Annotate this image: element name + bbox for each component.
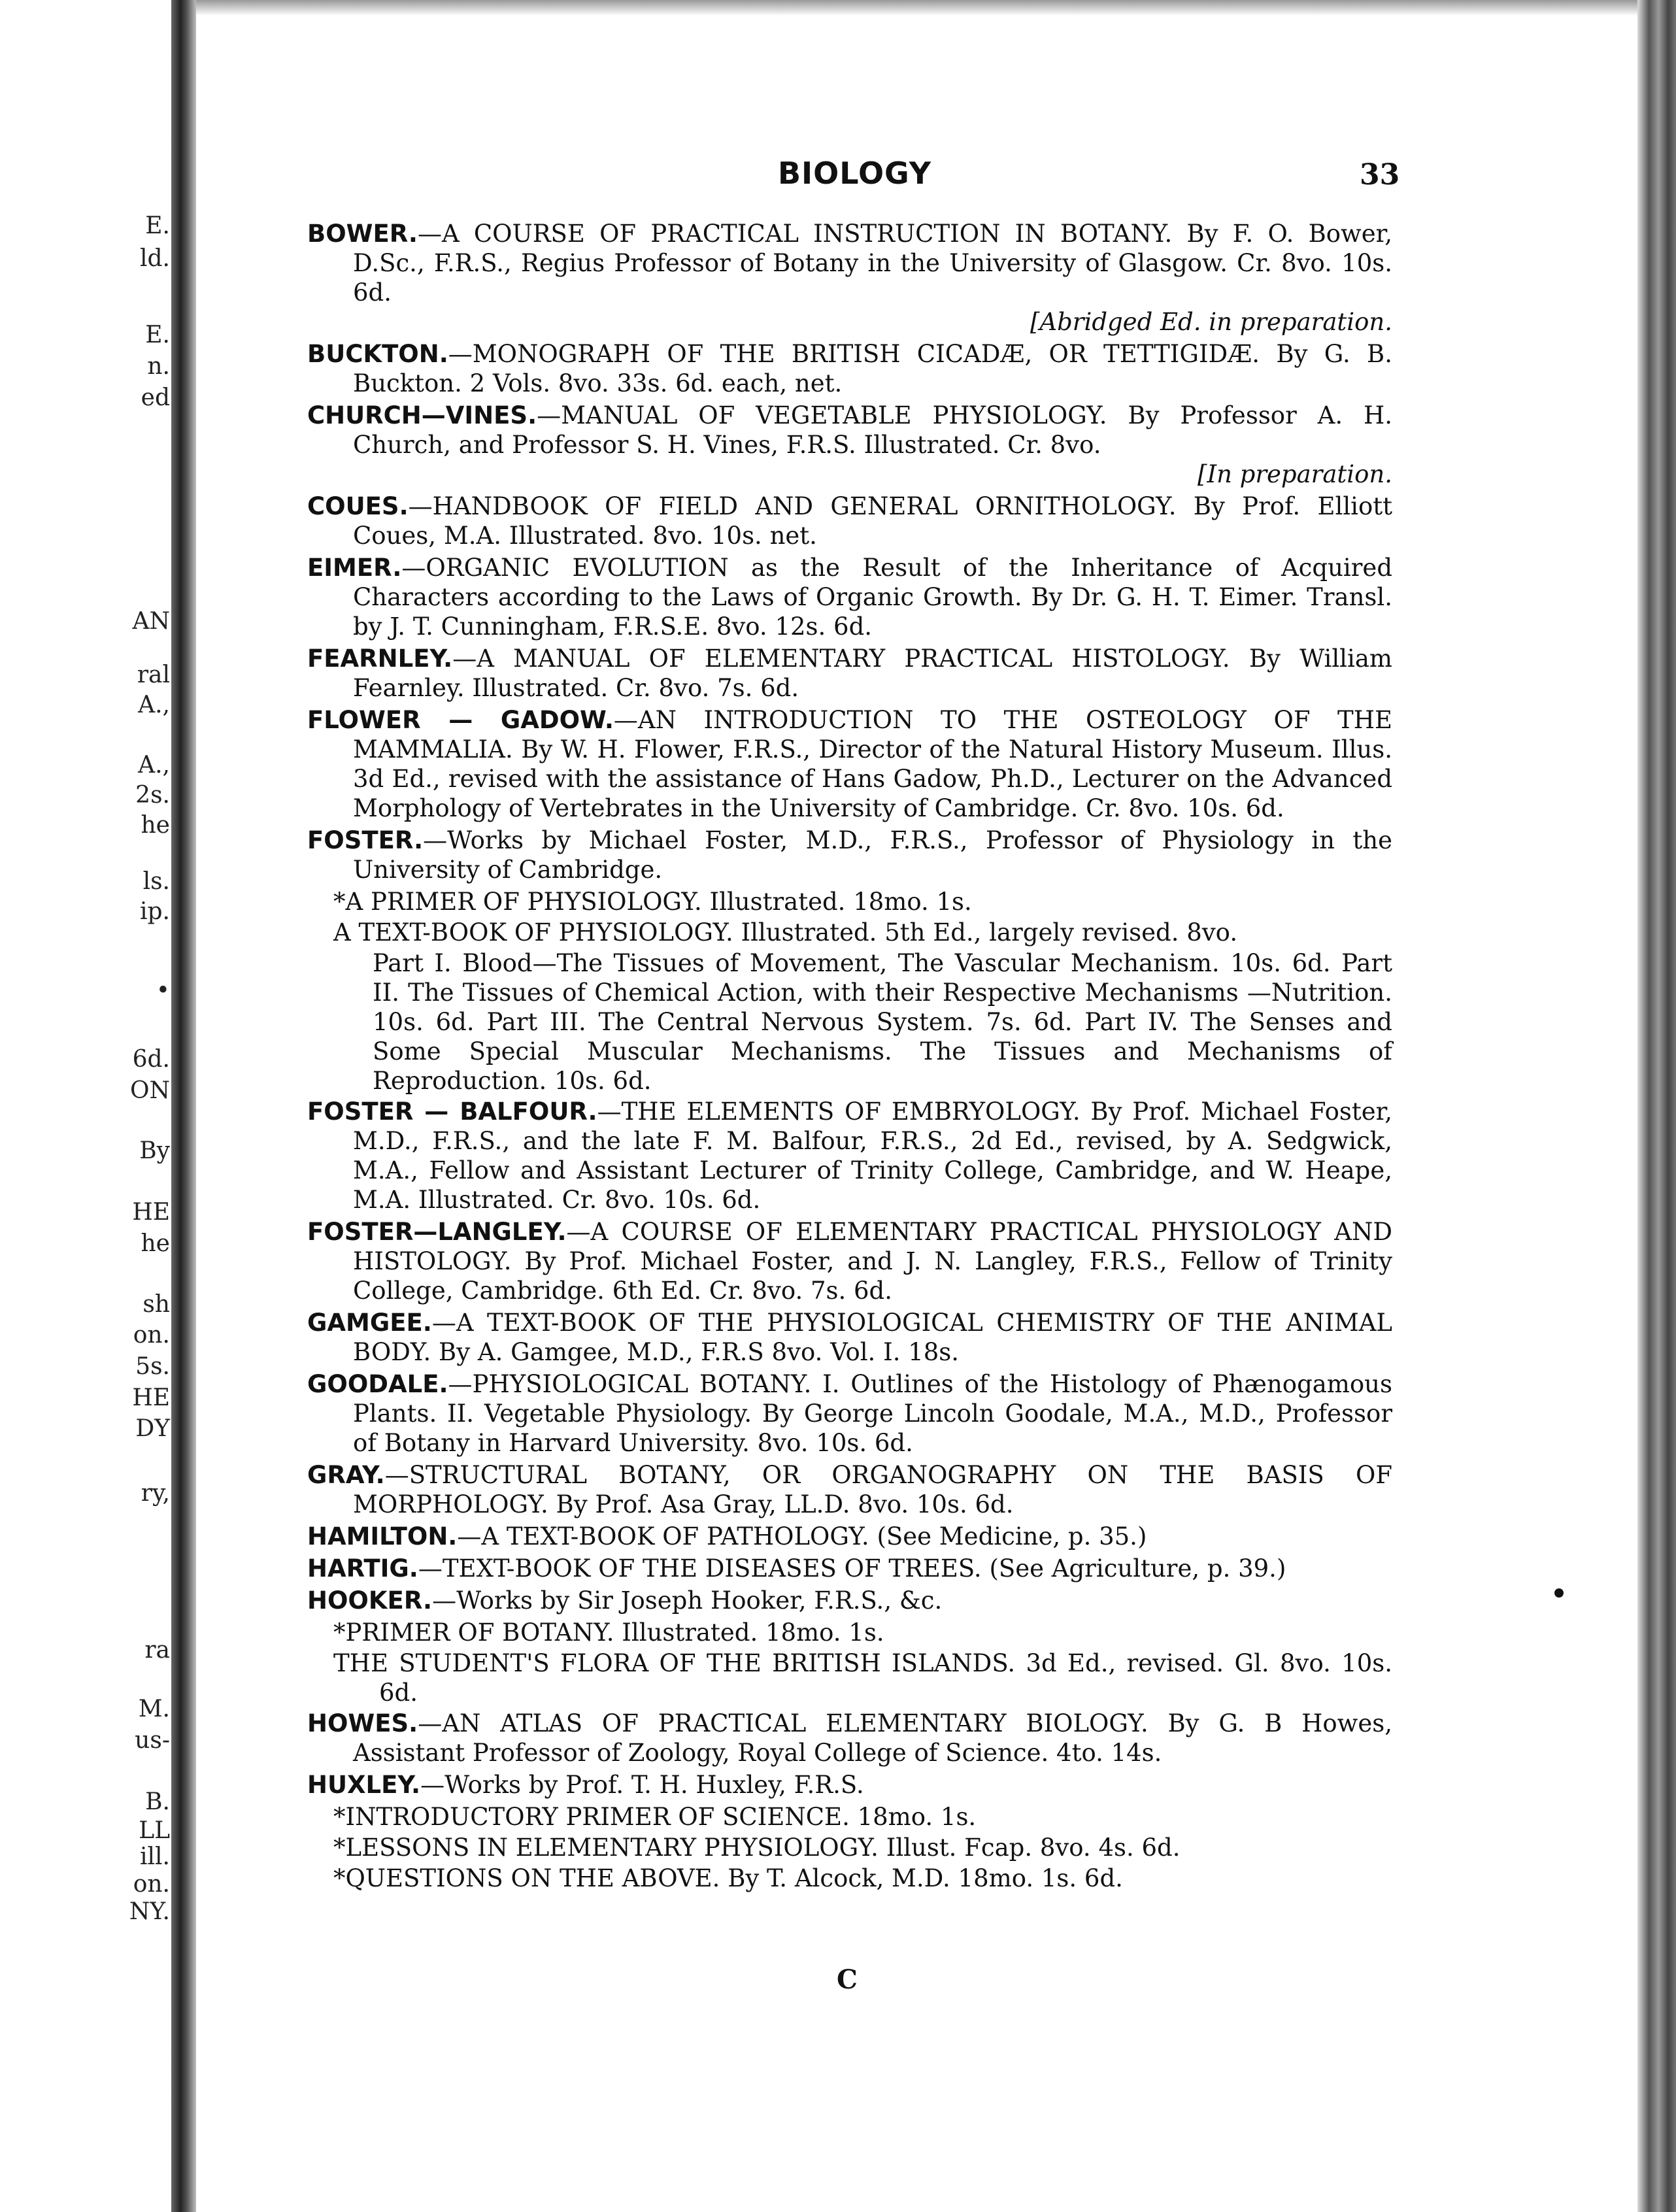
entry-text: —MANUAL OF VEGETABLE PHYSIOLOGY. By Professor A. H. Church, and Professor S. H. Vines, F.R.S. Illustrated. Cr. 8vo. bbox=[353, 401, 1392, 459]
ink-spot bbox=[1554, 1588, 1564, 1598]
entry-text: —HANDBOOK OF FIELD AND GENERAL ORNITHOLOGY. By Prof. Elliott Coues, M.A. Illustrated. 8vo. 10s. net. bbox=[353, 492, 1392, 550]
entry-text: —A MANUAL OF ELEMENTARY PRACTICAL HISTOLOGY. By William Fearnley. Illustrated. Cr. 8vo. 7s. 6d. bbox=[353, 645, 1392, 702]
signature-mark: C bbox=[837, 1964, 858, 1995]
catalogue-entry bbox=[307, 1554, 1392, 1583]
catalogue-entry bbox=[307, 219, 1392, 337]
fragment: DY bbox=[135, 1415, 170, 1442]
catalogue-entry bbox=[307, 705, 1392, 823]
entry-text: —A TEXT-BOOK OF PATHOLOGY. (See Medicine, p. 35.) bbox=[457, 1522, 1147, 1550]
fragment: NY. bbox=[129, 1898, 170, 1925]
fragment: 5s. bbox=[135, 1353, 170, 1380]
entry-author: GAMGEE. bbox=[307, 1309, 432, 1337]
entry-author: HOWES. bbox=[307, 1709, 418, 1737]
fragment: M. bbox=[138, 1696, 170, 1722]
fragment: ip. bbox=[139, 898, 170, 925]
catalogue-entry bbox=[307, 1097, 1392, 1215]
fragment: he bbox=[141, 812, 170, 839]
running-header bbox=[196, 156, 1637, 195]
fragment: on. bbox=[133, 1871, 170, 1898]
fragment: HE bbox=[132, 1199, 170, 1226]
fragment: A., bbox=[138, 692, 170, 718]
catalogue-entry bbox=[307, 492, 1392, 550]
entry-author: HAMILTON. bbox=[307, 1522, 458, 1550]
catalogue-entry bbox=[307, 1308, 1392, 1367]
fragment: • bbox=[156, 977, 170, 1004]
catalogue-entry bbox=[307, 1586, 1392, 1615]
sub-work: *QUESTIONS ON THE ABOVE. By T. Alcock, M.D. 18mo. 1s. 6d. bbox=[333, 1864, 1123, 1892]
entry-text: —Works by Michael Foster, M.D., F.R.S., Professor of Physiology in the University of Cambridge. bbox=[353, 826, 1392, 884]
fragment: AN bbox=[132, 608, 170, 635]
entry-text: —MONOGRAPH OF THE BRITISH CICADÆ, OR TETTIGIDÆ. By G. B. Buckton. 2 Vols. 8vo. 33s. 6d. each, net. bbox=[353, 340, 1392, 397]
entry-author: BOWER. bbox=[307, 220, 418, 248]
entry-author: GOODALE. bbox=[307, 1370, 448, 1398]
fragment: ry, bbox=[141, 1480, 170, 1507]
entry-text: —Works by Prof. T. H. Huxley, F.R.S. bbox=[420, 1771, 864, 1799]
page-top-edge bbox=[196, 0, 1637, 16]
entry-author: HUXLEY. bbox=[307, 1771, 421, 1799]
entry-author: FOSTER — BALFOUR. bbox=[307, 1098, 597, 1126]
sub-work: A TEXT-BOOK OF PHYSIOLOGY. Illustrated. 5th Ed., largely revised. 8vo. bbox=[333, 918, 1238, 947]
catalogue-entry bbox=[307, 553, 1392, 641]
sub-work: *PRIMER OF BOTANY. Illustrated. 18mo. 1s. bbox=[333, 1618, 884, 1647]
sub-work: *A PRIMER OF PHYSIOLOGY. Illustrated. 18mo. 1s. bbox=[333, 888, 972, 916]
entry-text: —AN ATLAS OF PRACTICAL ELEMENTARY BIOLOGY. By G. B Howes, Assistant Professor of Zoology, Royal College of Science. 4to. 14s. bbox=[353, 1709, 1392, 1767]
sub-work: THE STUDENT'S FLORA OF THE BRITISH ISLANDS. 3d Ed., revised. Gl. 8vo. 10s. 6d. bbox=[333, 1649, 1392, 1707]
fragment: us- bbox=[135, 1727, 170, 1754]
page-edge bbox=[1637, 0, 1676, 2212]
fragment: n. bbox=[147, 353, 170, 380]
entry-text: —TEXT-BOOK OF THE DISEASES OF TREES. (See Agriculture, p. 39.) bbox=[418, 1554, 1286, 1583]
fragment: B. bbox=[145, 1788, 170, 1815]
fragment: E. bbox=[145, 212, 170, 239]
book-gutter bbox=[171, 0, 197, 2212]
fragment: By bbox=[139, 1137, 170, 1164]
catalogue-entry bbox=[307, 1770, 1392, 1800]
catalogue-entry bbox=[307, 644, 1392, 703]
sub-work-parts: Part I. Blood—The Tissues of Movement, The Vascular Mechanism. 10s. 6d. Part II. The Tissues of Chemical Action, with their Respective Mechanisms —Nutrition. 10s. 6d. Part III. The Central Nervous System. 7s. 6d. Part IV. The Senses and Some Special Muscular Mechanisms. The Tissues and Mechanisms of Reproduction. 10s. 6d. bbox=[373, 949, 1392, 1095]
catalogue-entry bbox=[307, 826, 1392, 884]
catalogue-entries bbox=[307, 219, 1392, 1894]
catalogue-entry bbox=[307, 1709, 1392, 1768]
fragment: ed bbox=[141, 384, 170, 411]
catalogue-entry bbox=[307, 1217, 1392, 1305]
fragment: he bbox=[141, 1230, 170, 1257]
catalogue-entry bbox=[307, 339, 1392, 398]
entry-author: HARTIG. bbox=[307, 1554, 418, 1583]
entry-author: COUES. bbox=[307, 492, 409, 520]
catalogue-entry bbox=[307, 1460, 1392, 1519]
fragment: on. bbox=[133, 1322, 170, 1349]
catalogue-entry bbox=[307, 401, 1392, 489]
entry-author: EIMER. bbox=[307, 554, 402, 582]
entry-note: [Abridged Ed. in preparation. bbox=[1030, 308, 1392, 336]
entry-text: —STRUCTURAL BOTANY, OR ORGANOGRAPHY ON THE BASIS OF MORPHOLOGY. By Prof. Asa Gray, LL.D. 8vo. 10s. 6d. bbox=[353, 1461, 1392, 1518]
entry-author: BUCKTON. bbox=[307, 340, 448, 368]
fragment: A., bbox=[138, 752, 170, 779]
entry-author: FEARNLEY. bbox=[307, 645, 453, 673]
entry-text: —THE ELEMENTS OF EMBRYOLOGY. By Prof. Michael Foster, M.D., F.R.S., and the late F. M. Balfour, F.R.S., 2d Ed., revised, by A. Sedgwick, M.A., Fellow and Assistant Lecturer of Trinity College, Cambridge, and W. Heape, M.A. Illustrated. Cr. 8vo. 10s. 6d. bbox=[353, 1098, 1392, 1214]
page-number: 33 bbox=[1360, 158, 1400, 192]
entry-author: GRAY. bbox=[307, 1461, 385, 1489]
fragment: ra bbox=[144, 1637, 170, 1664]
fragment: ral bbox=[137, 662, 170, 688]
facing-page-fragment bbox=[0, 0, 176, 2212]
fragment: LL bbox=[139, 1817, 170, 1844]
sub-work: *INTRODUCTORY PRIMER OF SCIENCE. 18mo. 1s. bbox=[333, 1803, 977, 1831]
sub-work: *LESSONS IN ELEMENTARY PHYSIOLOGY. Illust. Fcap. 8vo. 4s. 6d. bbox=[333, 1834, 1181, 1862]
fragment: ON bbox=[129, 1077, 170, 1104]
entry-text: —Works by Sir Joseph Hooker, F.R.S., &c. bbox=[432, 1586, 943, 1615]
entry-author: FLOWER — GADOW. bbox=[307, 706, 614, 734]
fragment: ill. bbox=[140, 1843, 170, 1870]
catalogue-entry bbox=[307, 1369, 1392, 1458]
fragment: HE bbox=[132, 1384, 170, 1411]
fragment: ld. bbox=[139, 245, 170, 272]
page-title: BIOLOGY bbox=[778, 156, 932, 191]
entry-text: —A COURSE OF PRACTICAL INSTRUCTION IN BOTANY. By F. O. Bower, D.Sc., F.R.S., Regius Professor of Botany in the University of Glasgow. Cr. 8vo. 10s. 6d. bbox=[353, 220, 1392, 307]
entry-note: [In preparation. bbox=[1198, 460, 1392, 488]
catalogue-entry bbox=[307, 1522, 1392, 1551]
entry-author: FOSTER. bbox=[307, 826, 424, 854]
entry-author: HOOKER. bbox=[307, 1586, 433, 1615]
entry-text: —ORGANIC EVOLUTION as the Result of the Inheritance of Acquired Characters according to the Laws of Organic Growth. By Dr. G. H. T. Eimer. Transl. by J. T. Cunningham, F.R.S.E. 8vo. 12s. 6d. bbox=[353, 554, 1392, 641]
entry-text: —AN INTRODUCTION TO THE OSTEOLOGY OF THE MAMMALIA. By W. H. Flower, F.R.S., Director of the Natural History Museum. Illus. 3d Ed., revised with the assistance of Hans Gadow, Ph.D., Lecturer on the Advanced Morphology of Vertebrates in the University of Cambridge. Cr. 8vo. 10s. 6d. bbox=[353, 706, 1392, 822]
fragment: ls. bbox=[142, 868, 170, 895]
fragment: sh bbox=[142, 1291, 170, 1318]
fragment: 2s. bbox=[135, 782, 170, 809]
fragment: E. bbox=[145, 322, 170, 348]
fragment: 6d. bbox=[132, 1046, 170, 1073]
entry-author: FOSTER—LANGLEY. bbox=[307, 1218, 567, 1246]
entry-author: CHURCH—VINES. bbox=[307, 401, 537, 429]
entry-text: —PHYSIOLOGICAL BOTANY. I. Outlines of the Histology of Phænogamous Plants. II. Vegetable Physiology. By George Lincoln Goodale, M.A., M.D., Professor of Botany in Harvard University. 8vo. 10s. 6d. bbox=[353, 1370, 1392, 1457]
entry-text: —A COURSE OF ELEMENTARY PRACTICAL PHYSIOLOGY AND HISTOLOGY. By Prof. Michael Foster, and J. N. Langley, F.R.S., Fellow of Trinity College, Cambridge. 6th Ed. Cr. 8vo. 7s. 6d. bbox=[353, 1218, 1392, 1305]
entry-text: —A TEXT-BOOK OF THE PHYSIOLOGICAL CHEMISTRY OF THE ANIMAL BODY. By A. Gamgee, M.D., F.R.S 8vo. Vol. I. 18s. bbox=[353, 1309, 1392, 1366]
